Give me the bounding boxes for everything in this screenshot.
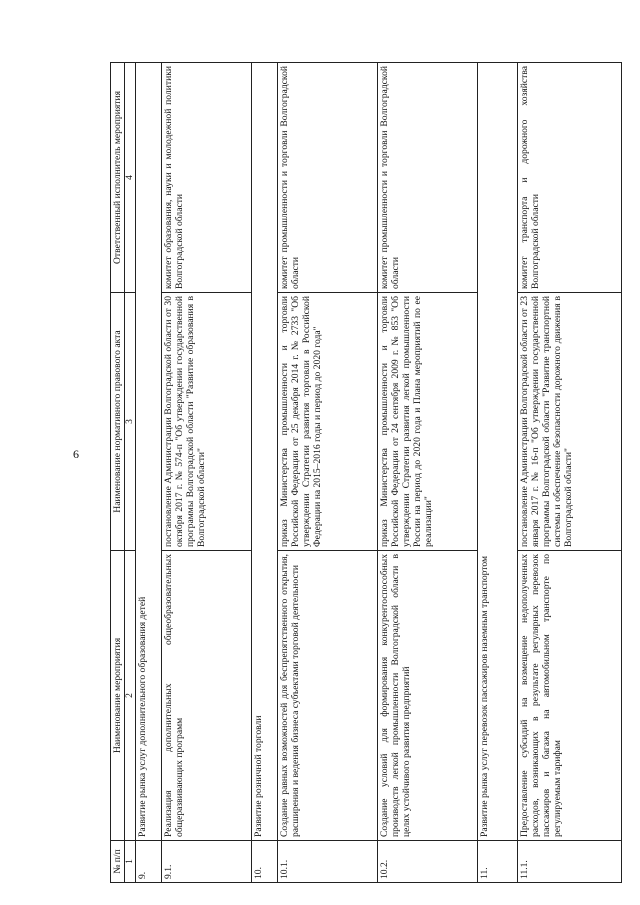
row-number: 10.1. (278, 841, 378, 883)
table-row (378, 63, 478, 883)
section-row (252, 63, 278, 883)
row-number: 10. (252, 841, 278, 883)
section-title: Развитие рынка услуг дополнительного образования детей (136, 551, 162, 841)
executor: комитет промышленности и торговли Волгоградской области (378, 63, 478, 293)
empty-cell (252, 63, 278, 551)
legal-act: приказ Министерства промышленности и торговли Российской Федерации от 25 декабря 2014 г. № 2733 "Об утверждении Стратегии развития торговли в Российской Федерации на 2015–2016 годы и период до 2020 года" (278, 293, 378, 551)
empty-cell (136, 63, 162, 551)
row-number: 10.2. (378, 841, 478, 883)
executor: комитет образования, науки и молодежной политики Волгоградской области (162, 63, 252, 293)
row-number: 11. (478, 841, 518, 883)
measures-table (110, 62, 622, 883)
measure-name: Создание условий для формирования конкурентоспособных производств легкой промышленности Волгоградской области в целях устойчивого развития предприятий (378, 551, 478, 841)
executor: комитет транспорта и дорожного хозяйства Волгоградской области (518, 63, 622, 293)
section-title: Развитие розничной торговли (252, 551, 278, 841)
section-row (478, 63, 518, 883)
column-index-row (125, 63, 136, 883)
header-legal-act: Наименование нормативного правового акта (111, 293, 125, 551)
column-index: 4 (125, 63, 136, 293)
table-row (518, 63, 622, 883)
column-index: 2 (125, 551, 136, 841)
empty-cell (478, 63, 518, 551)
section-title: Развитие рынка услуг перевозок пассажиров наземным транспортом (478, 551, 518, 841)
measure-name: Создание равных возможностей для беспрепятственного открытия, расширения и ведения бизнеса субъектами торговой деятельности (278, 551, 378, 841)
legal-act: постановление Администрации Волгоградской области от 23 января 2017 г. № 16-п "Об утверждении государственной программы Волгоградской области "Развитие транспортной системы и обеспечение безопасности дорожного движения в Волгоградской области" (518, 293, 622, 551)
header-executor: Ответственный исполнитель мероприятия (111, 63, 125, 293)
table-row (278, 63, 378, 883)
section-row (136, 63, 162, 883)
column-index: 1 (125, 841, 136, 883)
header-num: № п/п (111, 841, 125, 883)
legal-act: приказ Министерства промышленности и торговли Российской Федерации от 24 сентября 2009 г. № 853 "Об утверждении Стратегии развития легкой промышленности России на период до 2020 года и Плана мероприятий по ее реализации" (378, 293, 478, 551)
row-number: 9.1. (162, 841, 252, 883)
column-index: 3 (125, 293, 136, 551)
measure-name: Реализация дополнительных общеобразовательных общеразвивающих программ (162, 551, 252, 841)
header-measure-name: Наименование мероприятия (111, 551, 125, 841)
row-number: 9. (136, 841, 162, 883)
table-header-row (111, 63, 125, 883)
row-number: 11.1. (518, 841, 622, 883)
page-number: 6 (73, 447, 79, 461)
table-row (162, 63, 252, 883)
rotated-table-frame (110, 63, 574, 883)
measure-name: Предоставление субсидий на возмещение недополученных расходов, возникающих в результате регулярных перевозок пассажиров и багажа на автомобильном транспорте по регулируемым тарифам (518, 551, 622, 841)
legal-act: постановление Администрации Волгоградской области от 30 октября 2017 г. № 574-п "Об утверждении государственной программы Волгоградской области "Развитие образования в Волгоградской области" (162, 293, 252, 551)
executor: комитет промышленности и торговли Волгоградской области (278, 63, 378, 293)
